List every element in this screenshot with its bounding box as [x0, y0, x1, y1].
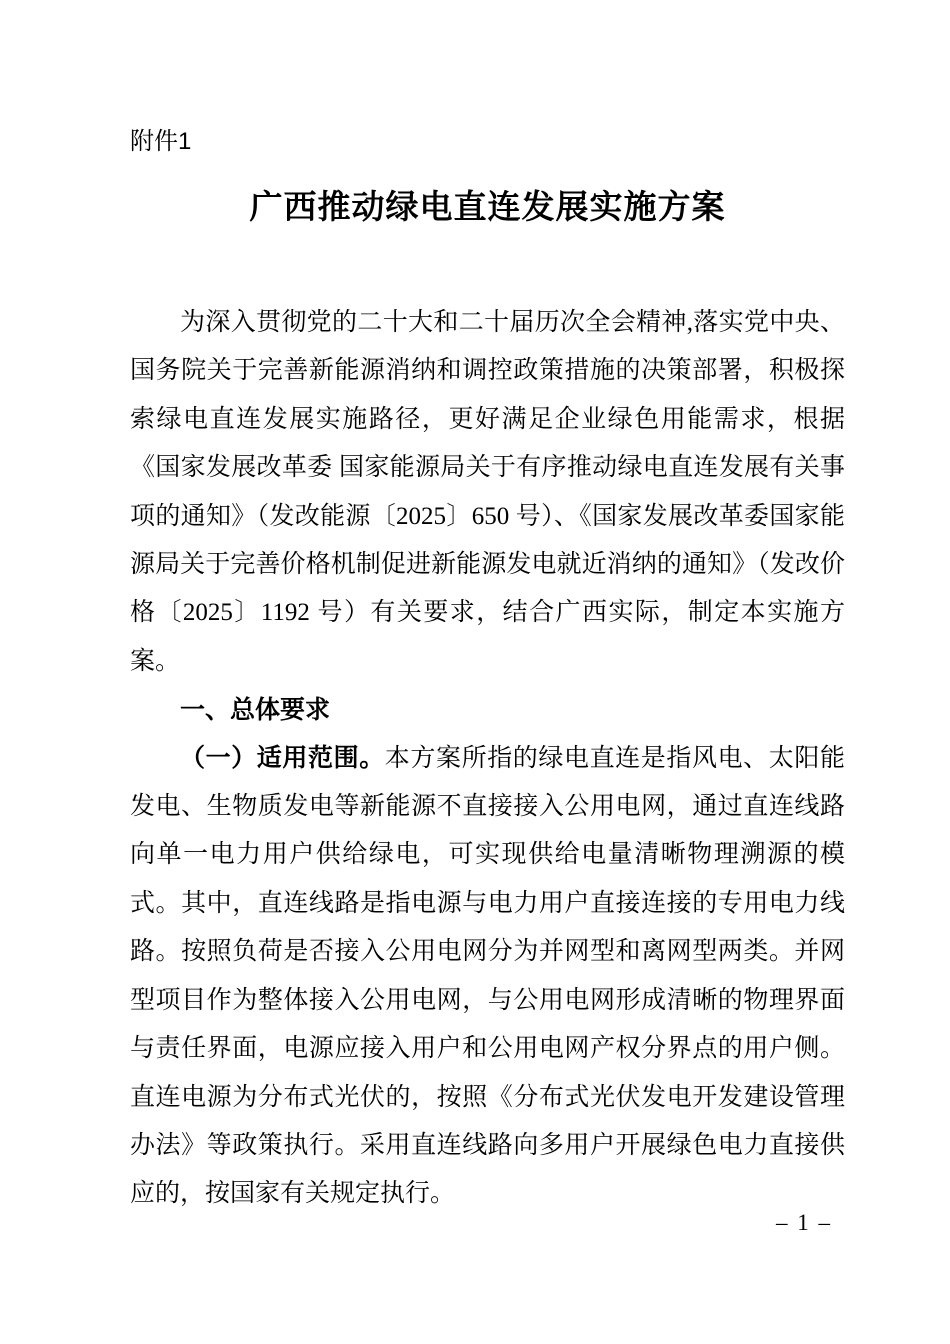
document-title: 广西推动绿电直连发展实施方案: [249, 190, 726, 226]
page-number: – 1 –: [776, 1210, 832, 1235]
item-1-paragraph: [130, 735, 845, 1219]
item-1-lead: （一）适用范围。: [180, 744, 385, 772]
item-1-body: 本方案所指的绿电直连是指风电、太阳能发电、生物质发电等新能源不直接接入公用电网，通过直连线路向单一电力用户供给绿电，可实现供给电量清晰物理溯源的模式。其中，直连线路是指电源与电力用户直接连接的专用电力线路。按照负荷是否接入公用电网分为并网型和离网型两类。并网型项目作为整体接入公用电网，与公用电网形成清晰的物理界面与责任界面，电源应接入用户和公用电网产权分界点的用户侧。直连电源为分布式光伏的，按照《分布式光伏发电开发建设管理办法》等政策执行。采用直连线路向多用户开展绿色电力直接供应的，按国家有关规定执行。: [130, 744, 845, 1208]
intro-paragraph: 为深入贯彻党的二十大和二十届历次全会精神,落实党中央、国务院关于完善新能源消纳和调控政策措施的决策部署，积极探索绿电直连发展实施路径，更好满足企业绿色用能需求，根据《国家发展改革委 国家能源局关于有序推动绿电直连发展有关事项的通知》（发改能源〔2025〕650 号）、《国家发展改革委国家能源局关于完善价格机制促进新能源发电就近消纳的通知》（发改价格〔2025〕1192 号）有关要求，结合广西实际，制定本实施方案。: [130, 309, 845, 675]
section-heading-1: 一、总体要求: [180, 696, 331, 725]
attachment-label: 附件1: [130, 128, 192, 155]
